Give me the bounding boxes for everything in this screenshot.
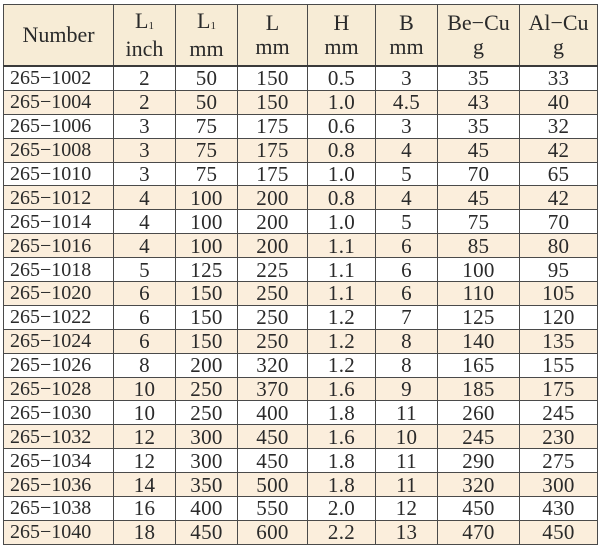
cell-h-mm: 1.0: [308, 210, 376, 234]
cell-be-cu-g: 85: [438, 234, 520, 258]
cell-l1-mm: 250: [176, 401, 238, 425]
cell-l1-mm: 400: [176, 497, 238, 521]
cell-l1-inch: 5: [114, 258, 176, 282]
cell-al-cu-g: 42: [520, 186, 598, 210]
column-header-l1-inch: [114, 5, 176, 67]
cell-b-mm: 6: [376, 234, 438, 258]
cell-l1-inch: 16: [114, 497, 176, 521]
cell-l-mm: 175: [238, 114, 308, 138]
cell-l-mm: 320: [238, 353, 308, 377]
cell-l-mm: 150: [238, 90, 308, 114]
cell-al-cu-g: 80: [520, 234, 598, 258]
header-row: [4, 5, 598, 67]
column-header-unit: g: [553, 34, 564, 59]
cell-l1-inch: 6: [114, 282, 176, 306]
column-header-unit: g: [473, 34, 484, 59]
cell-l1-inch: 10: [114, 377, 176, 401]
table-row: [4, 258, 598, 282]
cell-l-mm: 200: [238, 186, 308, 210]
cell-l-mm: 250: [238, 282, 308, 306]
cell-l1-inch: 12: [114, 449, 176, 473]
cell-number: 265−1026: [4, 353, 114, 377]
cell-h-mm: 0.8: [308, 138, 376, 162]
cell-al-cu-g: 450: [520, 520, 598, 544]
cell-number: 265−1034: [4, 449, 114, 473]
cell-be-cu-g: 125: [438, 305, 520, 329]
cell-l1-mm: 250: [176, 377, 238, 401]
cell-b-mm: 4.5: [376, 90, 438, 114]
column-header-subscript: 1: [210, 20, 216, 32]
spec-table: [3, 4, 598, 545]
cell-al-cu-g: 40: [520, 90, 598, 114]
table-row: [4, 138, 598, 162]
column-header-label: [376, 12, 437, 34]
cell-b-mm: 11: [376, 449, 438, 473]
column-header-main: L: [265, 10, 280, 35]
cell-l-mm: 150: [238, 66, 308, 90]
cell-number: 265−1030: [4, 401, 114, 425]
cell-al-cu-g: 42: [520, 138, 598, 162]
cell-l1-inch: 3: [114, 114, 176, 138]
cell-l-mm: 500: [238, 473, 308, 497]
cell-l-mm: 450: [238, 449, 308, 473]
column-header-subscript: 1: [148, 20, 154, 32]
cell-al-cu-g: 230: [520, 425, 598, 449]
cell-l1-inch: 18: [114, 520, 176, 544]
column-header-main: B: [399, 10, 414, 35]
cell-b-mm: 13: [376, 520, 438, 544]
cell-al-cu-g: 155: [520, 353, 598, 377]
cell-number: 265−1004: [4, 90, 114, 114]
cell-l1-mm: 150: [176, 282, 238, 306]
cell-l1-mm: 350: [176, 473, 238, 497]
cell-be-cu-g: 100: [438, 258, 520, 282]
table-body: [4, 66, 598, 544]
cell-l1-mm: 300: [176, 425, 238, 449]
cell-number: 265−1040: [4, 520, 114, 544]
table-row: [4, 186, 598, 210]
table-row: [4, 425, 598, 449]
cell-l1-mm: 75: [176, 162, 238, 186]
cell-be-cu-g: 45: [438, 138, 520, 162]
cell-h-mm: 1.2: [308, 305, 376, 329]
cell-al-cu-g: 32: [520, 114, 598, 138]
cell-l1-inch: 10: [114, 401, 176, 425]
cell-l1-inch: 6: [114, 305, 176, 329]
table-row: [4, 210, 598, 234]
cell-l-mm: 225: [238, 258, 308, 282]
cell-b-mm: 5: [376, 162, 438, 186]
cell-be-cu-g: 185: [438, 377, 520, 401]
cell-be-cu-g: 290: [438, 449, 520, 473]
cell-h-mm: 2.0: [308, 497, 376, 521]
cell-number: 265−1002: [4, 66, 114, 90]
cell-l-mm: 370: [238, 377, 308, 401]
cell-b-mm: 11: [376, 401, 438, 425]
cell-number: 265−1010: [4, 162, 114, 186]
cell-al-cu-g: 120: [520, 305, 598, 329]
cell-l1-inch: 3: [114, 162, 176, 186]
cell-l-mm: 250: [238, 305, 308, 329]
column-header-label: [308, 12, 375, 34]
cell-be-cu-g: 35: [438, 66, 520, 90]
cell-b-mm: 8: [376, 353, 438, 377]
cell-al-cu-g: 135: [520, 329, 598, 353]
cell-al-cu-g: 33: [520, 66, 598, 90]
cell-be-cu-g: 470: [438, 520, 520, 544]
column-header-main: Number: [22, 22, 95, 47]
cell-h-mm: 1.8: [308, 473, 376, 497]
column-header-label: [4, 24, 113, 46]
cell-l1-inch: 6: [114, 329, 176, 353]
cell-be-cu-g: 320: [438, 473, 520, 497]
cell-l-mm: 175: [238, 138, 308, 162]
cell-al-cu-g: 95: [520, 258, 598, 282]
table-row: [4, 329, 598, 353]
cell-l1-mm: 150: [176, 305, 238, 329]
cell-al-cu-g: 275: [520, 449, 598, 473]
column-header-unit: inch: [125, 36, 164, 61]
cell-l1-mm: 100: [176, 186, 238, 210]
cell-h-mm: 0.5: [308, 66, 376, 90]
cell-b-mm: 10: [376, 425, 438, 449]
table-row: [4, 305, 598, 329]
cell-l1-inch: 3: [114, 138, 176, 162]
cell-l1-mm: 50: [176, 90, 238, 114]
table-row: [4, 520, 598, 544]
column-header-label: [114, 10, 175, 36]
cell-al-cu-g: 245: [520, 401, 598, 425]
table-row: [4, 90, 598, 114]
cell-be-cu-g: 450: [438, 497, 520, 521]
cell-l1-mm: 150: [176, 329, 238, 353]
cell-l-mm: 550: [238, 497, 308, 521]
column-header-main: Al−Cu: [528, 10, 589, 35]
cell-h-mm: 1.2: [308, 353, 376, 377]
cell-l1-inch: 4: [114, 186, 176, 210]
cell-b-mm: 6: [376, 282, 438, 306]
cell-b-mm: 4: [376, 138, 438, 162]
cell-h-mm: 1.0: [308, 90, 376, 114]
column-header-label: [176, 10, 237, 36]
column-header-unit: mm: [324, 34, 359, 59]
cell-h-mm: 0.6: [308, 114, 376, 138]
cell-l1-inch: 2: [114, 66, 176, 90]
cell-b-mm: 5: [376, 210, 438, 234]
column-header-main: L: [135, 8, 149, 33]
cell-b-mm: 3: [376, 114, 438, 138]
cell-l-mm: 200: [238, 210, 308, 234]
column-header-number: [4, 5, 114, 67]
cell-l1-inch: 12: [114, 425, 176, 449]
column-header-unit: mm: [255, 34, 290, 59]
cell-l1-mm: 100: [176, 210, 238, 234]
cell-l1-mm: 75: [176, 114, 238, 138]
cell-l1-mm: 75: [176, 138, 238, 162]
cell-b-mm: 9: [376, 377, 438, 401]
table-row: [4, 473, 598, 497]
column-header-h-mm: [308, 5, 376, 67]
cell-b-mm: 11: [376, 473, 438, 497]
cell-l1-mm: 50: [176, 66, 238, 90]
cell-number: 265−1014: [4, 210, 114, 234]
cell-h-mm: 1.1: [308, 258, 376, 282]
cell-number: 265−1018: [4, 258, 114, 282]
cell-l1-inch: 4: [114, 210, 176, 234]
cell-be-cu-g: 110: [438, 282, 520, 306]
cell-be-cu-g: 43: [438, 90, 520, 114]
cell-be-cu-g: 70: [438, 162, 520, 186]
cell-l1-mm: 100: [176, 234, 238, 258]
cell-b-mm: 12: [376, 497, 438, 521]
table-row: [4, 114, 598, 138]
cell-b-mm: 6: [376, 258, 438, 282]
cell-number: 265−1024: [4, 329, 114, 353]
cell-l1-mm: 450: [176, 520, 238, 544]
cell-l-mm: 200: [238, 234, 308, 258]
column-header-label: [238, 12, 307, 34]
table-row: [4, 401, 598, 425]
cell-h-mm: 1.1: [308, 282, 376, 306]
cell-be-cu-g: 140: [438, 329, 520, 353]
cell-l-mm: 450: [238, 425, 308, 449]
column-header-l1-mm: [176, 5, 238, 67]
cell-number: 265−1022: [4, 305, 114, 329]
cell-al-cu-g: 105: [520, 282, 598, 306]
cell-al-cu-g: 70: [520, 210, 598, 234]
cell-number: 265−1028: [4, 377, 114, 401]
cell-l1-inch: 14: [114, 473, 176, 497]
cell-number: 265−1020: [4, 282, 114, 306]
cell-number: 265−1038: [4, 497, 114, 521]
table-row: [4, 282, 598, 306]
cell-l-mm: 600: [238, 520, 308, 544]
cell-h-mm: 1.0: [308, 162, 376, 186]
table-row: [4, 377, 598, 401]
column-header-be-cu-g: [438, 5, 520, 67]
cell-be-cu-g: 165: [438, 353, 520, 377]
cell-l-mm: 250: [238, 329, 308, 353]
cell-be-cu-g: 260: [438, 401, 520, 425]
cell-l-mm: 400: [238, 401, 308, 425]
cell-b-mm: 7: [376, 305, 438, 329]
cell-be-cu-g: 245: [438, 425, 520, 449]
cell-h-mm: 2.2: [308, 520, 376, 544]
column-header-al-cu-g: [520, 5, 598, 67]
cell-be-cu-g: 75: [438, 210, 520, 234]
cell-al-cu-g: 430: [520, 497, 598, 521]
cell-number: 265−1006: [4, 114, 114, 138]
table-row: [4, 66, 598, 90]
cell-al-cu-g: 175: [520, 377, 598, 401]
cell-h-mm: 1.2: [308, 329, 376, 353]
cell-b-mm: 3: [376, 66, 438, 90]
cell-al-cu-g: 300: [520, 473, 598, 497]
table-header: [4, 5, 598, 67]
cell-number: 265−1032: [4, 425, 114, 449]
cell-b-mm: 4: [376, 186, 438, 210]
cell-l1-mm: 200: [176, 353, 238, 377]
cell-l1-inch: 2: [114, 90, 176, 114]
column-header-unit: mm: [189, 36, 224, 61]
cell-be-cu-g: 45: [438, 186, 520, 210]
cell-l1-mm: 125: [176, 258, 238, 282]
cell-h-mm: 1.1: [308, 234, 376, 258]
cell-be-cu-g: 35: [438, 114, 520, 138]
column-header-main: H: [333, 10, 350, 35]
cell-al-cu-g: 65: [520, 162, 598, 186]
cell-l1-inch: 4: [114, 234, 176, 258]
column-header-l-mm: [238, 5, 308, 67]
cell-l1-inch: 8: [114, 353, 176, 377]
cell-number: 265−1016: [4, 234, 114, 258]
column-header-main: Be−Cu: [447, 10, 510, 35]
cell-l-mm: 175: [238, 162, 308, 186]
table-row: [4, 449, 598, 473]
cell-h-mm: 1.6: [308, 377, 376, 401]
table-row: [4, 497, 598, 521]
table-row: [4, 162, 598, 186]
cell-h-mm: 1.8: [308, 401, 376, 425]
cell-h-mm: 0.8: [308, 186, 376, 210]
table-row: [4, 234, 598, 258]
cell-number: 265−1008: [4, 138, 114, 162]
cell-l1-mm: 300: [176, 449, 238, 473]
cell-h-mm: 1.6: [308, 425, 376, 449]
column-header-unit: mm: [389, 34, 424, 59]
cell-number: 265−1012: [4, 186, 114, 210]
column-header-label: [438, 12, 519, 34]
table-row: [4, 353, 598, 377]
column-header-b-mm: [376, 5, 438, 67]
cell-b-mm: 8: [376, 329, 438, 353]
column-header-main: L: [197, 8, 211, 33]
cell-h-mm: 1.8: [308, 449, 376, 473]
cell-number: 265−1036: [4, 473, 114, 497]
column-header-label: [520, 12, 597, 34]
